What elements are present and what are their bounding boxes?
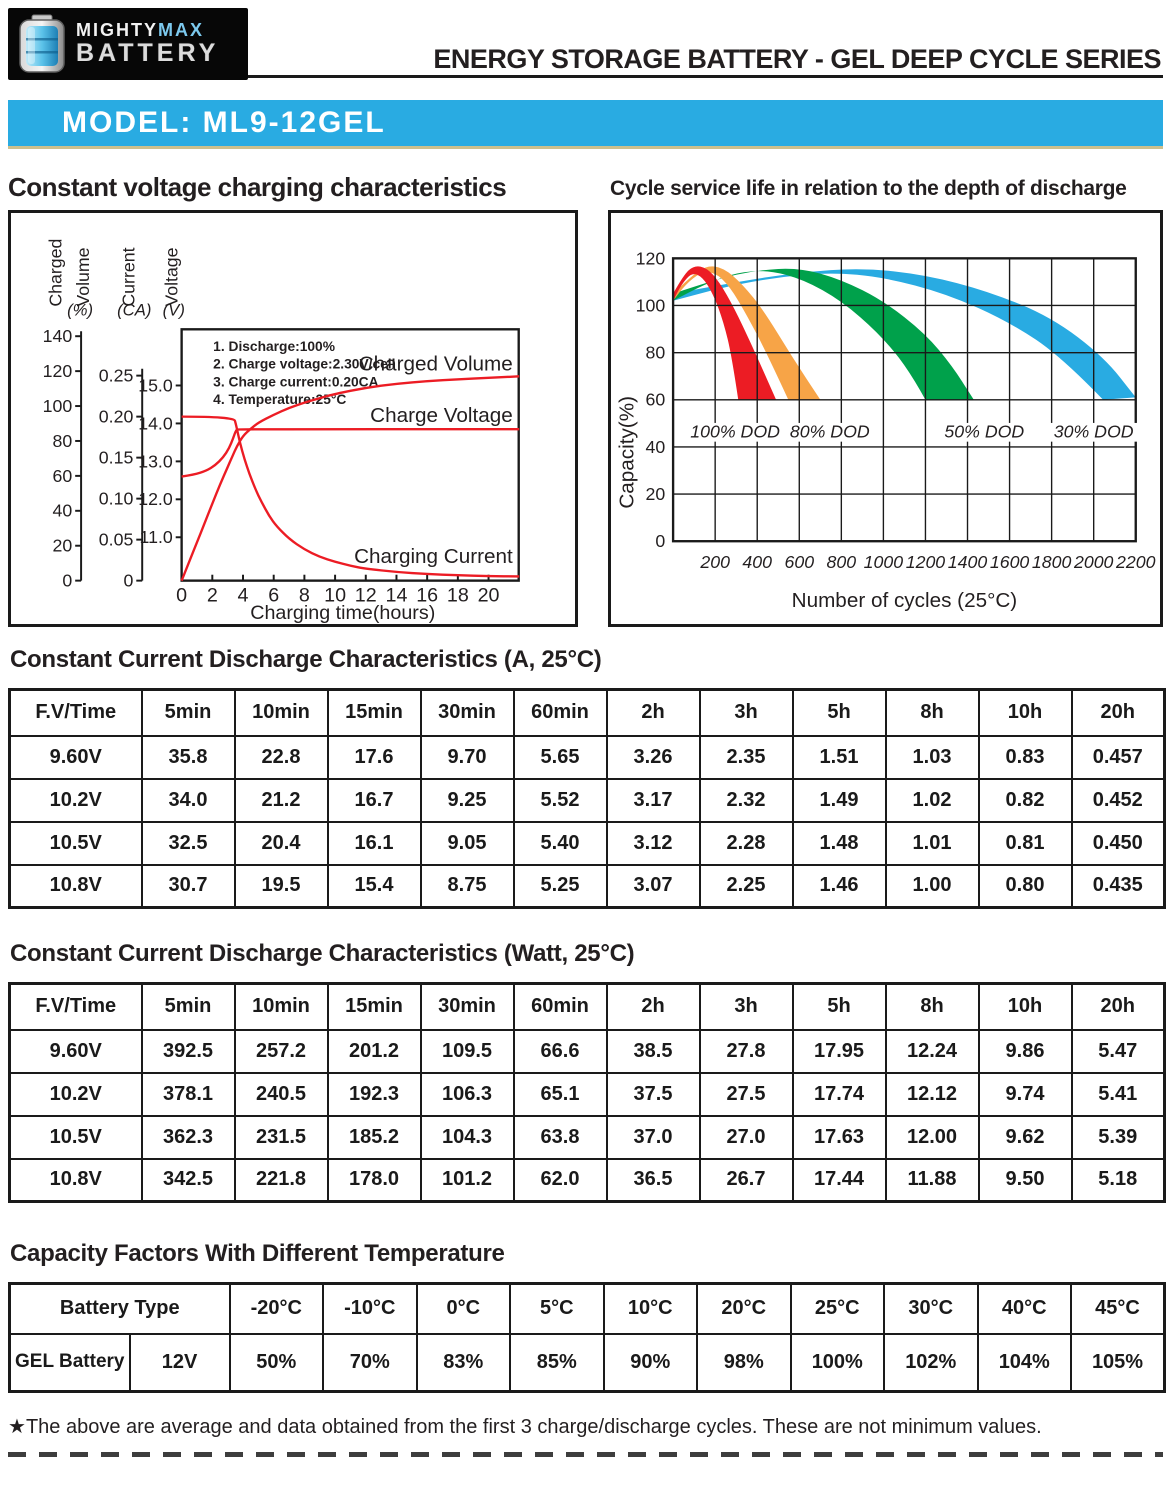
table-cell: 240.5 bbox=[235, 1073, 328, 1116]
time-tick-label: 12 bbox=[354, 584, 377, 607]
table-cell: 2.35 bbox=[700, 736, 793, 779]
table-cell: 5.18 bbox=[1072, 1159, 1165, 1202]
temp-header: 10°C bbox=[604, 1284, 698, 1334]
table-cell: 17.44 bbox=[793, 1159, 886, 1202]
table-cell: 66.6 bbox=[514, 1030, 607, 1073]
discharge-watt-table bbox=[8, 982, 1166, 1203]
column-header: 2h bbox=[607, 984, 700, 1030]
cycles-tick-label: 200 bbox=[700, 551, 730, 572]
capacity-data-row bbox=[10, 1334, 1165, 1392]
time-tick-label: 18 bbox=[446, 584, 469, 607]
table-row bbox=[10, 822, 1165, 865]
table-cell: 257.2 bbox=[235, 1030, 328, 1073]
table-cell: 32.5 bbox=[142, 822, 235, 865]
table-cell: 3.12 bbox=[607, 822, 700, 865]
table-cell: 9.86 bbox=[979, 1030, 1072, 1073]
curve-label-charging-current: Charging Current bbox=[354, 544, 513, 568]
model-banner bbox=[8, 100, 1163, 149]
column-header: 3h bbox=[700, 984, 793, 1030]
table-cell: 22.8 bbox=[235, 736, 328, 779]
table-cell: 20.4 bbox=[235, 822, 328, 865]
table-cell: 5.25 bbox=[514, 865, 607, 908]
cycles-tick-label: 2000 bbox=[1073, 551, 1114, 572]
logo-word-mighty: MIGHTY bbox=[76, 20, 158, 41]
table-cell: 1.00 bbox=[886, 865, 979, 908]
factor-cell: 100% bbox=[791, 1334, 885, 1392]
discharge-watt-table-wrap bbox=[8, 982, 1166, 1203]
table-row bbox=[10, 1030, 1165, 1073]
table-cell: 1.03 bbox=[886, 736, 979, 779]
table-cell: 0.81 bbox=[979, 822, 1072, 865]
battery-name-cell: GEL Battery bbox=[10, 1334, 130, 1392]
volume-tick-label: 120 bbox=[42, 361, 73, 382]
voltage-tick-label: 15.0 bbox=[138, 375, 173, 396]
factor-cell: 70% bbox=[323, 1334, 417, 1392]
table-cell: 12.12 bbox=[886, 1073, 979, 1116]
column-header: 60min bbox=[514, 984, 607, 1030]
table-cell: 0.435 bbox=[1072, 865, 1165, 908]
logo-word-battery: BATTERY bbox=[76, 39, 220, 68]
column-header: 3h bbox=[700, 690, 793, 736]
logo-wordmark bbox=[76, 21, 219, 66]
condition-line: 4. Temperature:25°C bbox=[213, 392, 347, 408]
factor-cell: 102% bbox=[884, 1334, 978, 1392]
temp-header: 40°C bbox=[978, 1284, 1072, 1334]
table-cell: 0.452 bbox=[1072, 779, 1165, 822]
column-header: 10h bbox=[979, 690, 1072, 736]
table-title-discharge-a: Constant Current Discharge Characteristics (A, 25°C) bbox=[10, 646, 602, 673]
axis-unit-ca: (CA) bbox=[117, 300, 152, 320]
table-row bbox=[10, 779, 1165, 822]
table-cell: 5.41 bbox=[1072, 1073, 1165, 1116]
table-cell: 1.51 bbox=[793, 736, 886, 779]
time-tick-label: 14 bbox=[385, 584, 408, 607]
logo-word-max: MAX bbox=[158, 20, 204, 41]
table-cell: 11.88 bbox=[886, 1159, 979, 1202]
volume-tick-label: 100 bbox=[42, 395, 73, 416]
column-header: 10min bbox=[235, 984, 328, 1030]
column-header: 2h bbox=[607, 690, 700, 736]
time-tick-label: 2 bbox=[206, 584, 218, 607]
fv-cell: 9.60V bbox=[10, 1030, 142, 1073]
table-cell: 65.1 bbox=[514, 1073, 607, 1116]
current-tick-label: 0 bbox=[123, 570, 134, 591]
time-tick-label: 16 bbox=[416, 584, 439, 607]
table-cell: 34.0 bbox=[142, 779, 235, 822]
discharge-a-header-row bbox=[10, 690, 1165, 736]
y-axis-title: Capacity(%) bbox=[615, 396, 639, 509]
table-row bbox=[10, 865, 1165, 908]
table-cell: 15.4 bbox=[328, 865, 421, 908]
current-tick-label: 0.20 bbox=[98, 406, 134, 427]
capacity-tick-label: 40 bbox=[645, 436, 666, 457]
volume-tick-label: 0 bbox=[62, 570, 73, 591]
table-cell: 27.0 bbox=[700, 1116, 793, 1159]
table-cell: 12.00 bbox=[886, 1116, 979, 1159]
column-header: 15min bbox=[328, 690, 421, 736]
table-cell: 5.52 bbox=[514, 779, 607, 822]
factor-cell: 85% bbox=[510, 1334, 604, 1392]
footnote bbox=[8, 1414, 1042, 1439]
cycles-tick-label: 800 bbox=[826, 551, 857, 572]
column-header: 10min bbox=[235, 690, 328, 736]
capacity-tick-label: 100 bbox=[635, 295, 666, 316]
chart-title-charging: Constant voltage charging characteristics bbox=[8, 172, 507, 202]
table-cell: 9.50 bbox=[979, 1159, 1072, 1202]
factor-cell: 50% bbox=[230, 1334, 324, 1392]
table-cell: 101.2 bbox=[421, 1159, 514, 1202]
discharge-a-table bbox=[8, 688, 1166, 909]
table-title-capacity: Capacity Factors With Different Temperature bbox=[10, 1240, 505, 1267]
table-cell: 9.25 bbox=[421, 779, 514, 822]
condition-line: 1. Discharge:100% bbox=[213, 338, 335, 354]
column-header: 30min bbox=[421, 984, 514, 1030]
table-cell: 231.5 bbox=[235, 1116, 328, 1159]
fv-cell: 10.2V bbox=[10, 779, 142, 822]
temp-header: 45°C bbox=[1071, 1284, 1165, 1334]
current-tick-label: 0.25 bbox=[98, 365, 134, 386]
x-axis-title: Charging time(hours) bbox=[250, 602, 436, 624]
time-tick-label: 4 bbox=[237, 584, 249, 607]
capacity-tick-label: 60 bbox=[645, 389, 666, 410]
table-cell: 0.80 bbox=[979, 865, 1072, 908]
temp-header: -10°C bbox=[323, 1284, 417, 1334]
table-cell: 9.74 bbox=[979, 1073, 1072, 1116]
table-cell: 2.32 bbox=[700, 779, 793, 822]
chart-panel-cycle-life bbox=[608, 210, 1163, 627]
table-cell: 1.48 bbox=[793, 822, 886, 865]
factor-cell: 83% bbox=[417, 1334, 511, 1392]
table-cell: 185.2 bbox=[328, 1116, 421, 1159]
cycles-tick-label: 1600 bbox=[989, 551, 1030, 572]
table-cell: 2.28 bbox=[700, 822, 793, 865]
volume-tick-label: 60 bbox=[52, 465, 73, 486]
column-header: 20h bbox=[1072, 984, 1165, 1030]
table-cell: 221.8 bbox=[235, 1159, 328, 1202]
factor-cell: 104% bbox=[978, 1334, 1072, 1392]
table-cell: 35.8 bbox=[142, 736, 235, 779]
x-axis-title: Number of cycles (25°C) bbox=[791, 589, 1018, 613]
curve-charge-voltage bbox=[182, 429, 520, 476]
table-cell: 16.7 bbox=[328, 779, 421, 822]
dashed-divider bbox=[8, 1452, 1163, 1457]
fv-cell: 10.5V bbox=[10, 822, 142, 865]
discharge-a-table-wrap bbox=[8, 688, 1166, 909]
table-cell: 201.2 bbox=[328, 1030, 421, 1073]
fv-cell: 10.8V bbox=[10, 1159, 142, 1202]
column-header: 5h bbox=[793, 984, 886, 1030]
volume-tick-label: 140 bbox=[42, 326, 73, 347]
condition-line: 3. Charge current:0.20CA bbox=[213, 374, 379, 390]
table-cell: 17.63 bbox=[793, 1116, 886, 1159]
table-cell: 342.5 bbox=[142, 1159, 235, 1202]
table-cell: 37.0 bbox=[607, 1116, 700, 1159]
table-cell: 5.47 bbox=[1072, 1030, 1165, 1073]
time-tick-label: 8 bbox=[298, 584, 310, 607]
capacity-header-row bbox=[10, 1284, 1165, 1334]
table-cell: 16.1 bbox=[328, 822, 421, 865]
fv-cell: 10.8V bbox=[10, 865, 142, 908]
table-cell: 192.3 bbox=[328, 1073, 421, 1116]
table-cell: 178.0 bbox=[328, 1159, 421, 1202]
axis-title-voltage: Voltage bbox=[161, 247, 182, 307]
table-cell: 362.3 bbox=[142, 1116, 235, 1159]
table-cell: 392.5 bbox=[142, 1030, 235, 1073]
cycles-tick-label: 1200 bbox=[905, 551, 946, 572]
curve-label-charge-voltage: Charge Voltage bbox=[370, 403, 513, 427]
voltage-tick-label: 13.0 bbox=[138, 451, 173, 472]
factor-cell: 98% bbox=[697, 1334, 791, 1392]
table-row bbox=[10, 736, 1165, 779]
cycles-tick-label: 1000 bbox=[863, 551, 904, 572]
axis-unit-percent: (%) bbox=[67, 300, 94, 320]
series-title: ENERGY STORAGE BATTERY - GEL DEEP CYCLE SERIES bbox=[433, 44, 1161, 74]
table-cell: 26.7 bbox=[700, 1159, 793, 1202]
column-header: 60min bbox=[514, 690, 607, 736]
table-cell: 1.01 bbox=[886, 822, 979, 865]
curve-label-charged-volume: Charged Volume bbox=[358, 352, 513, 376]
volume-tick-label: 40 bbox=[52, 500, 73, 521]
table-cell: 1.02 bbox=[886, 779, 979, 822]
table-cell: 109.5 bbox=[421, 1030, 514, 1073]
table-cell: 17.6 bbox=[328, 736, 421, 779]
table-row bbox=[10, 1159, 1165, 1202]
discharge-watt-header-row bbox=[10, 984, 1165, 1030]
table-cell: 9.05 bbox=[421, 822, 514, 865]
capacity-tick-label: 20 bbox=[645, 483, 666, 504]
table-cell: 8.75 bbox=[421, 865, 514, 908]
axis-title-current: Current bbox=[118, 247, 139, 307]
table-title-discharge-watt: Constant Current Discharge Characteristics (Watt, 25°C) bbox=[10, 940, 635, 967]
column-header: 15min bbox=[328, 984, 421, 1030]
footnote-text: The above are average and data obtained from the first 3 charge/discharge cycles. These are not minimum values. bbox=[25, 1416, 1042, 1438]
table-cell: 21.2 bbox=[235, 779, 328, 822]
temp-header: 20°C bbox=[697, 1284, 791, 1334]
temp-header: 30°C bbox=[884, 1284, 978, 1334]
volume-tick-label: 80 bbox=[52, 430, 73, 451]
voltage-tick-label: 14.0 bbox=[138, 413, 173, 434]
column-header: F.V/Time bbox=[10, 690, 142, 736]
chart-panel-charging bbox=[8, 210, 578, 627]
fv-cell: 10.5V bbox=[10, 1116, 142, 1159]
cycles-tick-label: 1400 bbox=[947, 551, 988, 572]
table-row bbox=[10, 1073, 1165, 1116]
table-cell: 0.83 bbox=[979, 736, 1072, 779]
column-header: 5min bbox=[142, 984, 235, 1030]
chart-title-cycle-life: Cycle service life in relation to the depth of discharge bbox=[610, 177, 1127, 200]
table-cell: 38.5 bbox=[607, 1030, 700, 1073]
battery-icon bbox=[16, 13, 68, 75]
table-cell: 5.40 bbox=[514, 822, 607, 865]
table-cell: 0.457 bbox=[1072, 736, 1165, 779]
capacity-tick-label: 120 bbox=[635, 248, 666, 269]
column-header: 8h bbox=[886, 690, 979, 736]
axis-title-volume: Volume bbox=[72, 247, 93, 307]
voltage-tick-label: 11.0 bbox=[139, 527, 173, 548]
factor-cell: 105% bbox=[1071, 1334, 1165, 1392]
table-cell: 12.24 bbox=[886, 1030, 979, 1073]
table-cell: 17.74 bbox=[793, 1073, 886, 1116]
table-cell: 36.5 bbox=[607, 1159, 700, 1202]
cycles-tick-label: 400 bbox=[742, 551, 773, 572]
table-cell: 19.5 bbox=[235, 865, 328, 908]
temp-header: 0°C bbox=[417, 1284, 511, 1334]
fv-cell: 9.60V bbox=[10, 736, 142, 779]
column-header: 5min bbox=[142, 690, 235, 736]
current-tick-label: 0.05 bbox=[98, 529, 134, 550]
battery-type-header: Battery Type bbox=[10, 1284, 230, 1334]
table-cell: 3.07 bbox=[607, 865, 700, 908]
star-icon: ★ bbox=[8, 1416, 26, 1438]
column-header: 8h bbox=[886, 984, 979, 1030]
capacity-tick-label: 80 bbox=[645, 342, 666, 363]
time-tick-label: 20 bbox=[477, 584, 500, 607]
temp-header: -20°C bbox=[230, 1284, 324, 1334]
column-header: 10h bbox=[979, 984, 1072, 1030]
table-cell: 3.26 bbox=[607, 736, 700, 779]
cycle-life-chart bbox=[611, 213, 1160, 624]
temp-header: 25°C bbox=[791, 1284, 885, 1334]
table-cell: 9.62 bbox=[979, 1116, 1072, 1159]
table-cell: 1.46 bbox=[793, 865, 886, 908]
table-cell: 37.5 bbox=[607, 1073, 700, 1116]
axis-title-charged: Charged bbox=[45, 238, 66, 307]
table-cell: 378.1 bbox=[142, 1073, 235, 1116]
table-cell: 0.82 bbox=[979, 779, 1072, 822]
condition-line: 2. Charge voltage:2.30V/cell bbox=[213, 356, 396, 372]
dod-label-80-dod: 80% DOD bbox=[789, 421, 870, 442]
table-cell: 27.5 bbox=[700, 1073, 793, 1116]
model-label: MODEL: ML9-12GEL bbox=[62, 106, 386, 139]
capacity-table-wrap bbox=[8, 1282, 1166, 1393]
table-cell: 62.0 bbox=[514, 1159, 607, 1202]
cycles-tick-label: 600 bbox=[784, 551, 815, 572]
table-cell: 5.65 bbox=[514, 736, 607, 779]
table-cell: 1.49 bbox=[793, 779, 886, 822]
dod-label-50-dod: 50% DOD bbox=[944, 421, 1025, 442]
table-cell: 104.3 bbox=[421, 1116, 514, 1159]
table-cell: 106.3 bbox=[421, 1073, 514, 1116]
table-cell: 2.25 bbox=[700, 865, 793, 908]
column-header: 20h bbox=[1072, 690, 1165, 736]
capacity-tick-label: 0 bbox=[655, 531, 666, 552]
fv-cell: 10.2V bbox=[10, 1073, 142, 1116]
table-cell: 63.8 bbox=[514, 1116, 607, 1159]
table-cell: 5.39 bbox=[1072, 1116, 1165, 1159]
axis-unit-v: (V) bbox=[162, 300, 185, 320]
time-tick-label: 0 bbox=[176, 584, 188, 607]
time-tick-label: 10 bbox=[324, 584, 347, 607]
table-cell: 3.17 bbox=[607, 779, 700, 822]
cycles-tick-label: 1800 bbox=[1031, 551, 1072, 572]
dod-label-30-dod: 30% DOD bbox=[1053, 421, 1134, 442]
dod-label-100-dod: 100% DOD bbox=[690, 421, 780, 442]
table-cell: 27.8 bbox=[700, 1030, 793, 1073]
time-tick-label: 6 bbox=[268, 584, 280, 607]
table-row bbox=[10, 1116, 1165, 1159]
voltage-cell: 12V bbox=[130, 1334, 230, 1392]
column-header: 5h bbox=[793, 690, 886, 736]
column-header: 30min bbox=[421, 690, 514, 736]
column-header: F.V/Time bbox=[10, 984, 142, 1030]
brand-logo bbox=[8, 8, 248, 80]
table-cell: 0.450 bbox=[1072, 822, 1165, 865]
table-cell: 30.7 bbox=[142, 865, 235, 908]
temp-header: 5°C bbox=[510, 1284, 604, 1334]
capacity-table bbox=[8, 1282, 1166, 1393]
volume-tick-label: 20 bbox=[52, 535, 73, 556]
table-cell: 9.70 bbox=[421, 736, 514, 779]
charging-chart bbox=[11, 213, 575, 624]
factor-cell: 90% bbox=[604, 1334, 698, 1392]
current-tick-label: 0.10 bbox=[98, 488, 134, 509]
cycles-tick-label: 2200 bbox=[1116, 551, 1156, 572]
current-tick-label: 0.15 bbox=[98, 447, 134, 468]
voltage-tick-label: 12.0 bbox=[138, 489, 173, 510]
table-cell: 17.95 bbox=[793, 1030, 886, 1073]
